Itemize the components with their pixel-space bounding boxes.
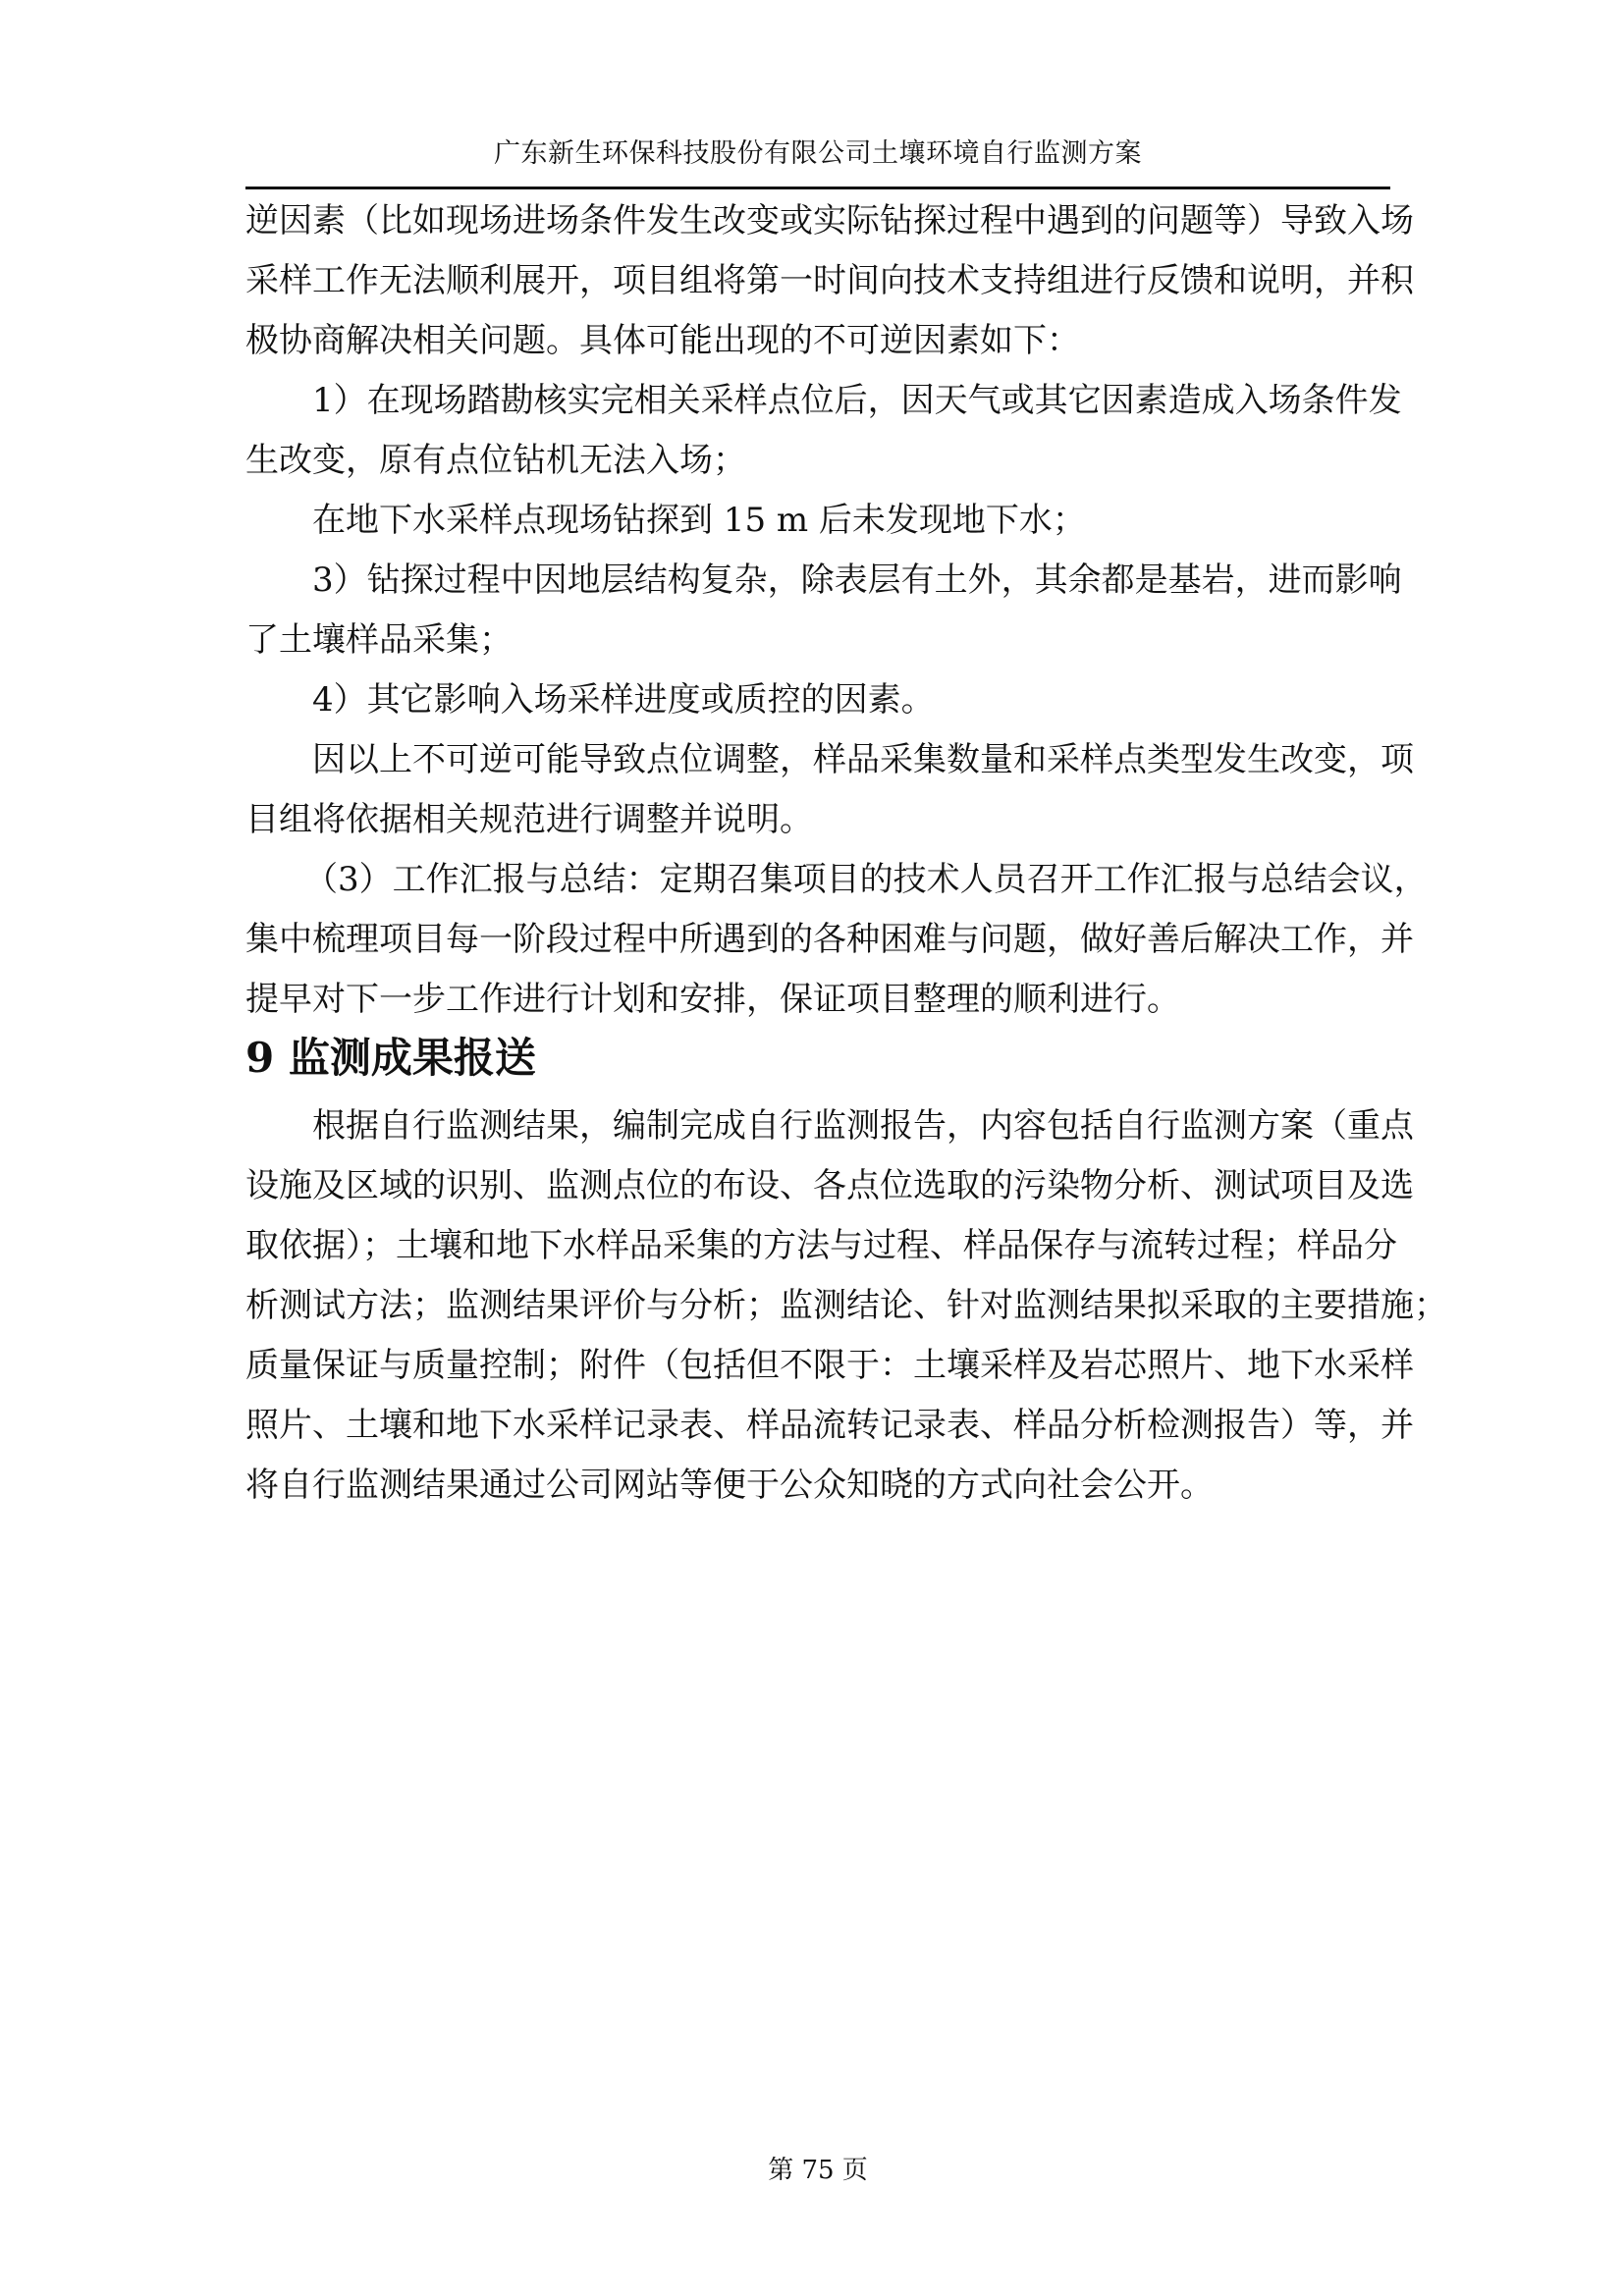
paragraph-line: （3）工作汇报与总结：定期召集项目的技术人员召开工作汇报与总结会议， xyxy=(304,860,1428,899)
list-item-line: 在地下水采样点现场钻探到 15 m 后未发现地下水； xyxy=(312,501,1086,540)
paragraph-line: 提早对下一步工作进行计划和安排，保证项目整理的顺利进行。 xyxy=(245,980,1180,1019)
list-item-line: 了土壤样品采集； xyxy=(245,620,513,660)
section-paragraph-line: 照片、土壤和地下水采样记录表、样品流转记录表、样品分析检测报告）等，并 xyxy=(245,1406,1414,1445)
section-paragraph-line: 质量保证与质量控制；附件（包括但不限于：土壤采样及岩芯照片、地下水采样 xyxy=(245,1346,1414,1385)
list-item-line: 3）钻探过程中因地层结构复杂，除表层有土外，其余都是基岩，进而影响 xyxy=(312,561,1402,600)
paragraph-line: 集中梳理项目每一阶段过程中所遇到的各种困难与问题，做好善后解决工作，并 xyxy=(245,920,1414,959)
paragraph-line: 极协商解决相关问题。具体可能出现的不可逆因素如下： xyxy=(245,321,1080,360)
section-paragraph-line: 根据自行监测结果，编制完成自行监测报告，内容包括自行监测方案（重点 xyxy=(312,1106,1414,1146)
paragraph-line: 目组将依据相关规范进行调整并说明。 xyxy=(245,800,813,839)
running-header: 广东新生环保科技股份有限公司土壤环境自行监测方案 xyxy=(494,138,1142,169)
list-item-line: 4）其它影响入场采样进度或质控的因素。 xyxy=(312,680,935,720)
section-heading: 9 监测成果报送 xyxy=(245,1034,536,1082)
paragraph-line: 逆因素（比如现场进场条件发生改变或实际钻探过程中遇到的问题等）导致入场 xyxy=(245,201,1414,240)
list-item-line: 1）在现场踏勘核实完相关采样点位后，因天气或其它因素造成入场条件发 xyxy=(312,381,1402,420)
section-paragraph-line: 设施及区域的识别、监测点位的布设、各点位选取的污染物分析、测试项目及选 xyxy=(245,1166,1414,1205)
paragraph-line: 因以上不可逆可能导致点位调整，样品采集数量和采样点类型发生改变，项 xyxy=(312,740,1414,779)
section-paragraph-line: 将自行监测结果通过公司网站等便于公众知晓的方式向社会公开。 xyxy=(245,1466,1214,1505)
page-number: 第 75 页 xyxy=(768,2156,868,2185)
section-paragraph-line: 析测试方法；监测结果评价与分析；监测结论、针对监测结果拟采取的主要措施； xyxy=(245,1286,1447,1325)
section-paragraph-line: 取依据）；土壤和地下水样品采集的方法与过程、样品保存与流转过程；样品分 xyxy=(245,1226,1397,1265)
list-item-line: 生改变，原有点位钻机无法入场； xyxy=(245,441,746,480)
paragraph-line: 采样工作无法顺利展开，项目组将第一时间向技术支持组进行反馈和说明，并积 xyxy=(245,261,1414,300)
header-divider xyxy=(245,187,1390,189)
